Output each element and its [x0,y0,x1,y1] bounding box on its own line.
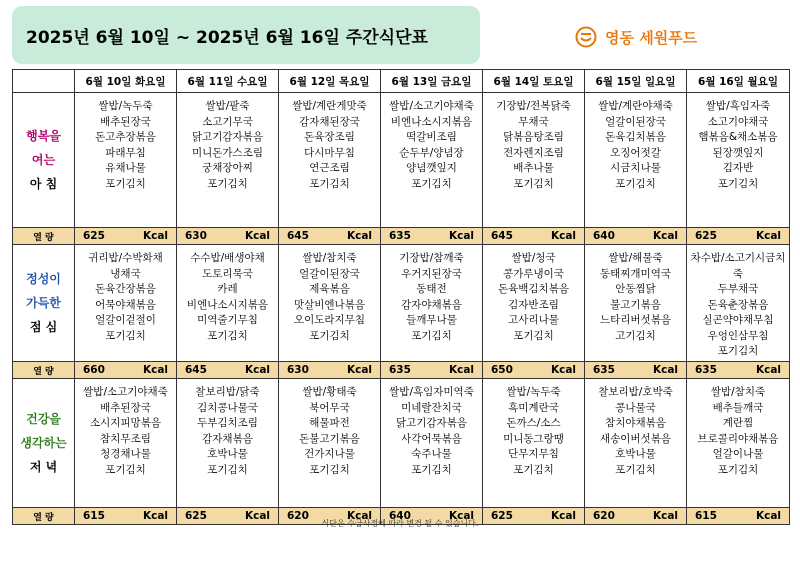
menu-item: 찰보리밥/닭죽 [195,386,260,398]
menu-item: 쌀밥/녹두죽 [98,100,153,112]
menu-item: 포기김치 [615,177,656,190]
menu-item: 안동찜닭 [615,283,656,295]
kcal-cell [585,362,687,379]
kcal-unit: Kcal [755,510,781,522]
menu-item: 포기김치 [105,463,146,476]
kcal-unit: Kcal [755,364,781,376]
menu-item: 쌀밥/소고기야채죽 [389,100,474,112]
menu-item: 새송이버섯볶음 [599,432,671,445]
kcal-value: 635 [593,364,615,376]
menu-item: 닭볶음탕조림 [503,131,564,143]
menu-item: 호박나물 [615,448,656,460]
meal-label-line: 가득한 [26,296,61,310]
kcal-unit: Kcal [244,510,270,522]
menu-item: 배추나물 [513,162,554,174]
meal-row [13,93,790,228]
meal-row [13,245,790,362]
menu-item: 단무지무침 [508,448,559,460]
meal-label-line: 정성이 [26,272,61,286]
kcal-value: 635 [389,364,411,376]
menu-item: 고사리나물 [508,314,559,326]
menu-item: 포기김치 [105,177,146,190]
menu-cell [75,93,177,228]
menu-item: 포기김치 [717,345,759,357]
kcal-cell [177,228,279,245]
kcal-unit: Kcal [244,364,270,376]
menu-item: 미니돈가스조림 [191,146,263,159]
meal-label-line: 여는 [31,153,56,167]
menu-item: 건가지나물 [304,448,355,460]
menu-item: 콩가루냉이국 [503,267,564,280]
menu-item: 해물파전 [309,417,350,429]
menu-item: 연근조림 [309,162,350,174]
kcal-cell [585,228,687,245]
menu-item: 포기김치 [309,177,350,190]
kcal-cell [279,228,381,245]
menu-cell [381,379,483,508]
kcal-value: 635 [695,364,717,376]
menu-item: 돈육김치볶음 [605,131,666,143]
brand [575,26,697,48]
menu-item: 떡갈비조림 [406,131,457,143]
kcal-value: 630 [287,364,309,376]
menu-item: 브로콜리야채볶음 [697,432,779,445]
menu-item: 감자채된장국 [299,115,360,128]
menu-item: 북어무국 [309,401,350,414]
menu-cell [585,245,687,362]
menu-item: 미니동그랑땡 [503,432,564,445]
kcal-cell [687,228,790,245]
kcal-value: 640 [593,230,615,242]
menu-cell [279,93,381,228]
kcal-unit: Kcal [448,364,474,376]
menu-item: 비엔나소시지볶음 [390,115,473,128]
menu-item: 찰보리밥/호박죽 [598,386,673,398]
menu-item: 포기김치 [105,329,146,342]
kcal-unit: Kcal [346,364,372,376]
kcal-value: 615 [695,510,717,522]
kcal-value: 620 [593,510,615,522]
menu-item: 포기김치 [615,463,656,476]
notice: 식단은 수급사정에 따라 변경 될 수 있습니다. [321,519,479,528]
menu-item: 다시마무침 [304,146,355,159]
menu-item: 소고기무국 [202,115,253,128]
menu-cell [687,379,790,508]
menu-cell [687,93,790,228]
kcal-value: 640 [389,510,411,522]
menu-item: 쌀밥/청국 [511,252,556,264]
day-header: 6월 10일 화요일 [75,70,177,93]
kcal-unit: Kcal [142,364,168,376]
menu-item: 도토리묵국 [202,267,253,280]
header-row [13,70,790,93]
meal-label-line: 생각하는 [20,436,67,450]
kcal-cell [381,362,483,379]
kcal-row [13,362,790,379]
menu-cell [177,379,279,508]
menu-item: 느타리버섯볶음 [599,314,671,326]
menu-item: 오이도라지무침 [293,314,365,326]
menu-item: 돈고추장볶음 [95,131,156,143]
kcal-unit: Kcal [346,230,372,242]
menu-item: 감자채볶음 [202,432,253,445]
kcal-cell [177,362,279,379]
menu-item: 포기김치 [207,463,248,476]
meal-label-line: 저 녁 [29,460,58,474]
kcal-cell [687,362,790,379]
meal-label [13,245,75,362]
menu-item: 돈불고기볶음 [299,432,360,445]
menu-item: 기장밥/참깨죽 [399,252,464,264]
kcal-value: 645 [185,364,207,376]
meal-label-line: 점 심 [29,320,58,334]
menu-item: 호박나물 [207,448,248,460]
menu-item: 소고기야채국 [707,115,769,128]
meal-label-line: 건강을 [26,412,61,426]
menu-item: 참치야채볶음 [605,417,666,429]
meal-label-line: 아 침 [29,177,58,191]
menu-item: 차수밥/소고기시금치죽 [690,252,786,280]
day-header: 6월 12일 목요일 [279,70,381,93]
menu-item: 수수밥/배생야채 [190,252,265,264]
title-banner [12,6,480,64]
menu-item: 돈까스/소스 [506,417,561,429]
menu-item: 포기김치 [513,177,554,190]
menu-cell [279,245,381,362]
kcal-cell [381,228,483,245]
menu-item: 동태찌개미역국 [599,267,671,280]
kcal-cell [483,362,585,379]
menu-item: 포기김치 [513,463,554,476]
menu-item: 소시지피망볶음 [89,417,161,429]
menu-item: 얼갈이겉절이 [95,314,156,326]
kcal-value: 635 [389,230,411,242]
menu-item: 김자반조림 [508,298,559,311]
meal-row [13,379,790,508]
menu-item: 실곤약야채무침 [702,314,774,326]
menu-item: 닭고기감자볶음 [191,131,263,143]
menu-item: 포기김치 [309,463,350,476]
menu-cell [483,93,585,228]
menu-item: 미역줄기무침 [197,314,258,326]
kcal-unit: Kcal [652,364,678,376]
menu-item: 비엔나소시지볶음 [186,298,269,311]
menu-item: 들깨무나물 [406,314,457,326]
menu-item: 콩나물국 [615,401,656,414]
menu-cell [585,379,687,508]
menu-item: 고기김치 [615,329,656,342]
menu-item: 흑미계란국 [508,401,559,414]
menu-item: 미네랄잔치국 [401,401,462,414]
kcal-label: 열 량 [13,228,75,245]
kcal-unit: Kcal [142,230,168,242]
kcal-unit: Kcal [142,510,168,522]
kcal-label: 열 량 [13,508,75,525]
menu-item: 쌀밥/녹두죽 [506,386,561,398]
menu-item: 오징어젓갈 [610,146,661,159]
menu-cell [75,245,177,362]
kcal-unit: Kcal [244,230,270,242]
menu-item: 양념깻잎지 [406,162,457,174]
meal-label [13,93,75,228]
day-header: 6월 14일 토요일 [483,70,585,93]
menu-item: 포기김치 [411,463,452,476]
menu-item: 포기김치 [717,177,759,190]
kcal-row [13,228,790,245]
kcal-cell [483,228,585,245]
kcal-cell [279,362,381,379]
meal-label-line: 행복을 [26,129,61,143]
kcal-value: 650 [491,364,513,376]
kcal-unit: Kcal [448,230,474,242]
menu-item: 쌀밥/참치죽 [710,386,766,398]
menu-item: 청경채나물 [100,448,151,460]
menu-item: 계란찜 [722,417,754,429]
kcal-cell [75,228,177,245]
menu-item: 시금치나물 [610,162,661,174]
menu-cell [381,245,483,362]
kcal-value: 625 [83,230,105,242]
kcal-unit: Kcal [550,230,576,242]
kcal-value: 660 [83,364,105,376]
day-header: 6월 15일 일요일 [585,70,687,93]
menu-cell [483,379,585,508]
menu-item: 돈육장조림 [304,131,355,143]
menu-item: 된장깻잎지 [712,146,764,159]
menu-item: 무채국 [518,115,549,128]
menu-item: 얼갈이된장국 [299,267,360,280]
menu-item: 배추된장국 [100,401,151,414]
weekly-menu-table [12,69,790,525]
menu-item: 두부김치조림 [197,417,258,429]
kcal-unit: Kcal [652,230,678,242]
menu-item: 포기김치 [513,329,554,342]
kcal-value: 630 [185,230,207,242]
menu-item: 참치무조림 [100,432,151,445]
corner-cell [13,70,75,93]
kcal-unit: Kcal [755,230,781,242]
menu-item: 배추들깨국 [712,401,764,414]
menu-cell [177,245,279,362]
kcal-unit: Kcal [550,510,576,522]
menu-item: 냉채국 [110,267,141,280]
menu-item: 파래무침 [105,146,146,159]
menu-item: 쌀밥/흑임자미역죽 [389,386,474,398]
menu-item: 궁채장아찌 [202,162,253,174]
menu-item: 숙주나물 [411,448,452,460]
kcal-value: 625 [185,510,207,522]
menu-item: 돈육백김치볶음 [497,283,569,295]
menu-item: 순두부/양념장 [399,146,464,159]
menu-item: 쌀밥/계란게맛죽 [292,100,367,112]
smile-icon [575,26,597,48]
menu-item: 쌀밥/흑임자죽 [705,100,771,112]
menu-item: 불고기볶음 [610,298,661,311]
menu-item: 쌀밥/황태죽 [302,386,357,398]
menu-item: 돈육간장볶음 [95,283,156,295]
menu-cell [279,379,381,508]
menu-item: 포기김치 [309,329,350,342]
menu-item: 얼갈이나물 [712,448,764,460]
menu-item: 배추된장국 [100,115,151,128]
kcal-label: 열 량 [13,362,75,379]
page-title: 2025년 6월 10일 ~ 2025년 6월 16일 주간식단표 [26,27,428,48]
menu-item: 얼갈이된장국 [605,115,666,128]
menu-item: 햄볶음&채소볶음 [698,131,778,143]
menu-item: 쌀밥/해물죽 [608,252,663,264]
kcal-value: 645 [491,230,513,242]
brand-name: 영동 세원푸드 [605,28,698,47]
meal-label [13,379,75,508]
menu-cell [75,379,177,508]
menu-cell [177,93,279,228]
menu-item: 쌀밥/계란야채죽 [598,100,673,112]
kcal-unit: Kcal [346,510,372,522]
menu-item: 카레 [217,283,238,295]
menu-item: 두부채국 [717,283,759,295]
menu-cell [585,93,687,228]
menu-item: 귀리밥/수박화채 [88,252,163,264]
menu-item: 포기김치 [411,177,452,190]
menu-item: 사각어묵볶음 [401,432,462,445]
menu-item: 포기김치 [717,463,759,476]
menu-item: 김치콩나물국 [197,401,258,414]
day-header: 6월 11일 수요일 [177,70,279,93]
kcal-value: 625 [695,230,717,242]
kcal-unit: Kcal [652,510,678,522]
kcal-value: 615 [83,510,105,522]
menu-item: 닭고기감자볶음 [395,417,467,429]
kcal-unit: Kcal [448,510,474,522]
menu-item: 감자야채볶음 [401,298,462,311]
menu-item: 쌀밥/팥죽 [205,100,250,112]
menu-item: 우엉인삼무침 [707,329,769,342]
menu-item: 돈육춘장볶음 [707,298,769,311]
menu-item: 우거지된장국 [401,267,462,280]
menu-item: 포기김치 [207,177,248,190]
menu-item: 유채나물 [105,162,146,174]
day-header: 6월 16일 월요일 [687,70,790,93]
menu-item: 어묵야채볶음 [95,298,156,311]
kcal-value: 645 [287,230,309,242]
kcal-value: 620 [287,510,309,522]
day-header: 6월 13일 금요일 [381,70,483,93]
kcal-value: 625 [491,510,513,522]
menu-item: 쌀밥/소고기야채죽 [83,386,168,398]
menu-cell [381,93,483,228]
menu-item: 동태전 [416,283,447,295]
kcal-unit: Kcal [550,364,576,376]
menu-cell [687,245,790,362]
menu-item: 제육볶음 [309,283,350,295]
menu-item: 기장밥/전복닭죽 [496,100,571,112]
menu-item: 맛살비엔나볶음 [293,298,365,311]
menu-item: 김자반 [722,162,754,174]
kcal-cell [75,362,177,379]
menu-cell [483,245,585,362]
menu-item: 전자렌지조림 [503,146,564,159]
menu-item: 쌀밥/참치죽 [302,252,357,264]
menu-item: 포기김치 [207,329,248,342]
menu-item: 포기김치 [411,329,452,342]
